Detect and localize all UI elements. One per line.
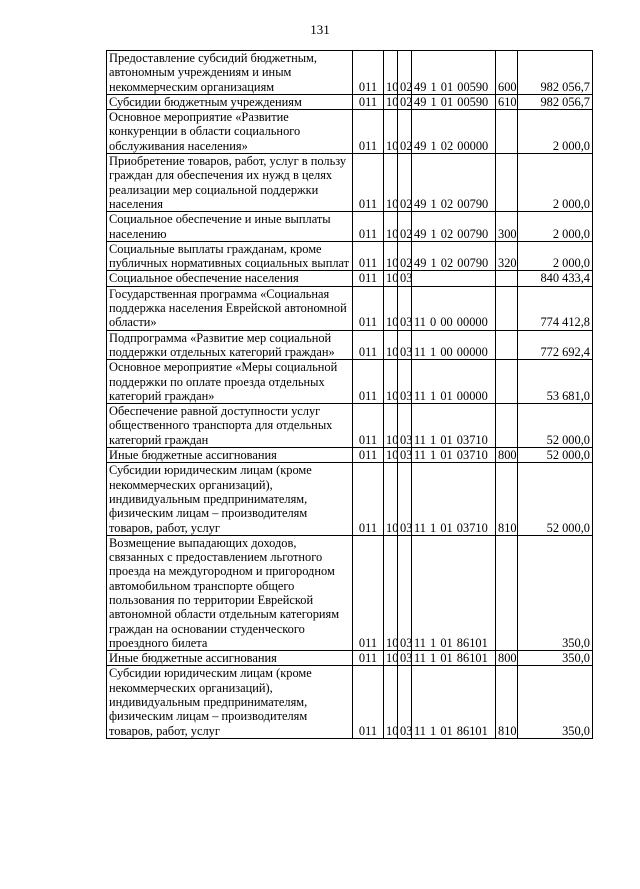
target-item-code-cell: 11 1 01 03710 [412,463,496,535]
ministry-code-cell: 011 [353,535,384,650]
target-item-code-cell: 49 1 02 00790 [412,212,496,242]
subsection-code-cell: 02 [398,94,412,109]
expense-type-code-cell: 810 [496,463,518,535]
subsection-code-cell: 03 [398,286,412,330]
ministry-code-cell: 011 [353,651,384,666]
ministry-code-cell: 011 [353,463,384,535]
budget-table-body [107,51,593,739]
subsection-code-cell: 03 [398,271,412,286]
amount-cell: 840 433,4 [518,271,593,286]
subsection-code-cell: 02 [398,110,412,154]
section-code-cell: 10 [384,212,398,242]
table-row [107,448,593,463]
section-code-cell: 10 [384,286,398,330]
row-name-cell: Основное мероприятие «Меры социальной поддержки по оплате проезда отдельных категорий граждан» [107,360,353,404]
section-code-cell: 10 [384,154,398,212]
expense-type-code-cell: 600 [496,51,518,95]
amount-cell: 2 000,0 [518,212,593,242]
section-code-cell: 10 [384,51,398,95]
subsection-code-cell: 03 [398,535,412,650]
table-row [107,241,593,271]
expense-type-code-cell [496,330,518,360]
section-code-cell: 10 [384,666,398,738]
page-number: 131 [310,22,330,37]
subsection-code-cell: 02 [398,241,412,271]
table-row [107,360,593,404]
budget-table [106,50,593,739]
table-row [107,51,593,95]
subsection-code-cell: 03 [398,330,412,360]
section-code-cell: 10 [384,404,398,448]
target-item-code-cell: 11 1 01 03710 [412,448,496,463]
target-item-code-cell: 11 1 01 03710 [412,404,496,448]
subsection-code-cell: 02 [398,51,412,95]
row-name-cell: Подпрограмма «Развитие мер социальной поддержки отдельных категорий граждан» [107,330,353,360]
amount-cell: 52 000,0 [518,448,593,463]
amount-cell: 53 681,0 [518,360,593,404]
ministry-code-cell: 011 [353,404,384,448]
table-row [107,651,593,666]
section-code-cell: 10 [384,110,398,154]
table-row [107,94,593,109]
row-name-cell: Иные бюджетные ассигнования [107,651,353,666]
amount-cell: 350,0 [518,651,593,666]
expense-type-code-cell [496,154,518,212]
amount-cell: 2 000,0 [518,241,593,271]
ministry-code-cell: 011 [353,241,384,271]
target-item-code-cell: 49 1 02 00000 [412,110,496,154]
subsection-code-cell: 03 [398,651,412,666]
section-code-cell: 10 [384,463,398,535]
target-item-code-cell: 11 1 01 00000 [412,360,496,404]
expense-type-code-cell: 300 [496,212,518,242]
expense-type-code-cell [496,286,518,330]
row-name-cell: Субсидии юридическим лицам (кроме некоммерческих организаций), индивидуальным предпринимателям, физическим лицам – производителям товаров, работ, услуг [107,666,353,738]
row-name-cell: Субсидии бюджетным учреждениям [107,94,353,109]
ministry-code-cell: 011 [353,212,384,242]
row-name-cell: Приобретение товаров, работ, услуг в пользу граждан для обеспечения их нужд в целях реализации мер социальной поддержки населения [107,154,353,212]
ministry-code-cell: 011 [353,666,384,738]
table-row [107,212,593,242]
expense-type-code-cell [496,404,518,448]
expense-type-code-cell: 610 [496,94,518,109]
section-code-cell: 10 [384,651,398,666]
section-code-cell: 10 [384,448,398,463]
target-item-code-cell: 49 1 01 00590 [412,94,496,109]
expense-type-code-cell: 810 [496,666,518,738]
target-item-code-cell: 49 1 02 00790 [412,154,496,212]
section-code-cell: 10 [384,360,398,404]
subsection-code-cell: 02 [398,212,412,242]
amount-cell: 350,0 [518,666,593,738]
section-code-cell: 10 [384,94,398,109]
ministry-code-cell: 011 [353,154,384,212]
row-name-cell: Государственная программа «Социальная поддержка населения Еврейской автономной области» [107,286,353,330]
expense-type-code-cell [496,271,518,286]
table-row [107,404,593,448]
target-item-code-cell: 11 1 01 86101 [412,535,496,650]
table-row [107,154,593,212]
row-name-cell: Предоставление субсидий бюджетным, автономным учреждениям и иным некоммерческим организациям [107,51,353,95]
amount-cell: 982 056,7 [518,51,593,95]
amount-cell: 52 000,0 [518,463,593,535]
subsection-code-cell: 03 [398,666,412,738]
row-name-cell: Иные бюджетные ассигнования [107,448,353,463]
ministry-code-cell: 011 [353,51,384,95]
expense-type-code-cell: 800 [496,448,518,463]
expense-type-code-cell [496,360,518,404]
subsection-code-cell: 03 [398,360,412,404]
table-row [107,330,593,360]
expense-type-code-cell: 320 [496,241,518,271]
amount-cell: 52 000,0 [518,404,593,448]
ministry-code-cell: 011 [353,286,384,330]
target-item-code-cell: 11 0 00 00000 [412,286,496,330]
row-name-cell: Социальные выплаты гражданам, кроме публичных нормативных социальных выплат [107,241,353,271]
amount-cell: 2 000,0 [518,110,593,154]
subsection-code-cell: 03 [398,463,412,535]
row-name-cell: Возмещение выпадающих доходов, связанных с предоставлением льготного проезда на междугородном и пригородном автомобильном транспорте общего пользования по территории Еврейской автономной области отдельным категориям граждан на основании студенческого проездного билета [107,535,353,650]
section-code-cell: 10 [384,330,398,360]
amount-cell: 2 000,0 [518,154,593,212]
target-item-code-cell [412,271,496,286]
amount-cell: 982 056,7 [518,94,593,109]
expense-type-code-cell [496,110,518,154]
section-code-cell: 10 [384,241,398,271]
table-row [107,286,593,330]
ministry-code-cell: 011 [353,94,384,109]
expense-type-code-cell: 800 [496,651,518,666]
table-row [107,666,593,738]
row-name-cell: Субсидии юридическим лицам (кроме некоммерческих организаций), индивидуальным предпринимателям, физическим лицам – производителям товаров, работ, услуг [107,463,353,535]
section-code-cell: 10 [384,535,398,650]
row-name-cell: Социальное обеспечение и иные выплаты населению [107,212,353,242]
target-item-code-cell: 11 1 01 86101 [412,651,496,666]
target-item-code-cell: 11 1 01 86101 [412,666,496,738]
subsection-code-cell: 02 [398,154,412,212]
subsection-code-cell: 03 [398,448,412,463]
amount-cell: 772 692,4 [518,330,593,360]
row-name-cell: Социальное обеспечение населения [107,271,353,286]
subsection-code-cell: 03 [398,404,412,448]
row-name-cell: Обеспечение равной доступности услуг общественного транспорта для отдельных категорий граждан [107,404,353,448]
ministry-code-cell: 011 [353,360,384,404]
amount-cell: 774 412,8 [518,286,593,330]
target-item-code-cell: 11 1 00 00000 [412,330,496,360]
table-row [107,463,593,535]
section-code-cell: 10 [384,271,398,286]
table-row [107,535,593,650]
ministry-code-cell: 011 [353,110,384,154]
ministry-code-cell: 011 [353,330,384,360]
row-name-cell: Основное мероприятие «Развитие конкуренции в области социального обслуживания населения» [107,110,353,154]
target-item-code-cell: 49 1 01 00590 [412,51,496,95]
ministry-code-cell: 011 [353,448,384,463]
table-row [107,271,593,286]
amount-cell: 350,0 [518,535,593,650]
ministry-code-cell: 011 [353,271,384,286]
expense-type-code-cell [496,535,518,650]
table-row [107,110,593,154]
target-item-code-cell: 49 1 02 00790 [412,241,496,271]
